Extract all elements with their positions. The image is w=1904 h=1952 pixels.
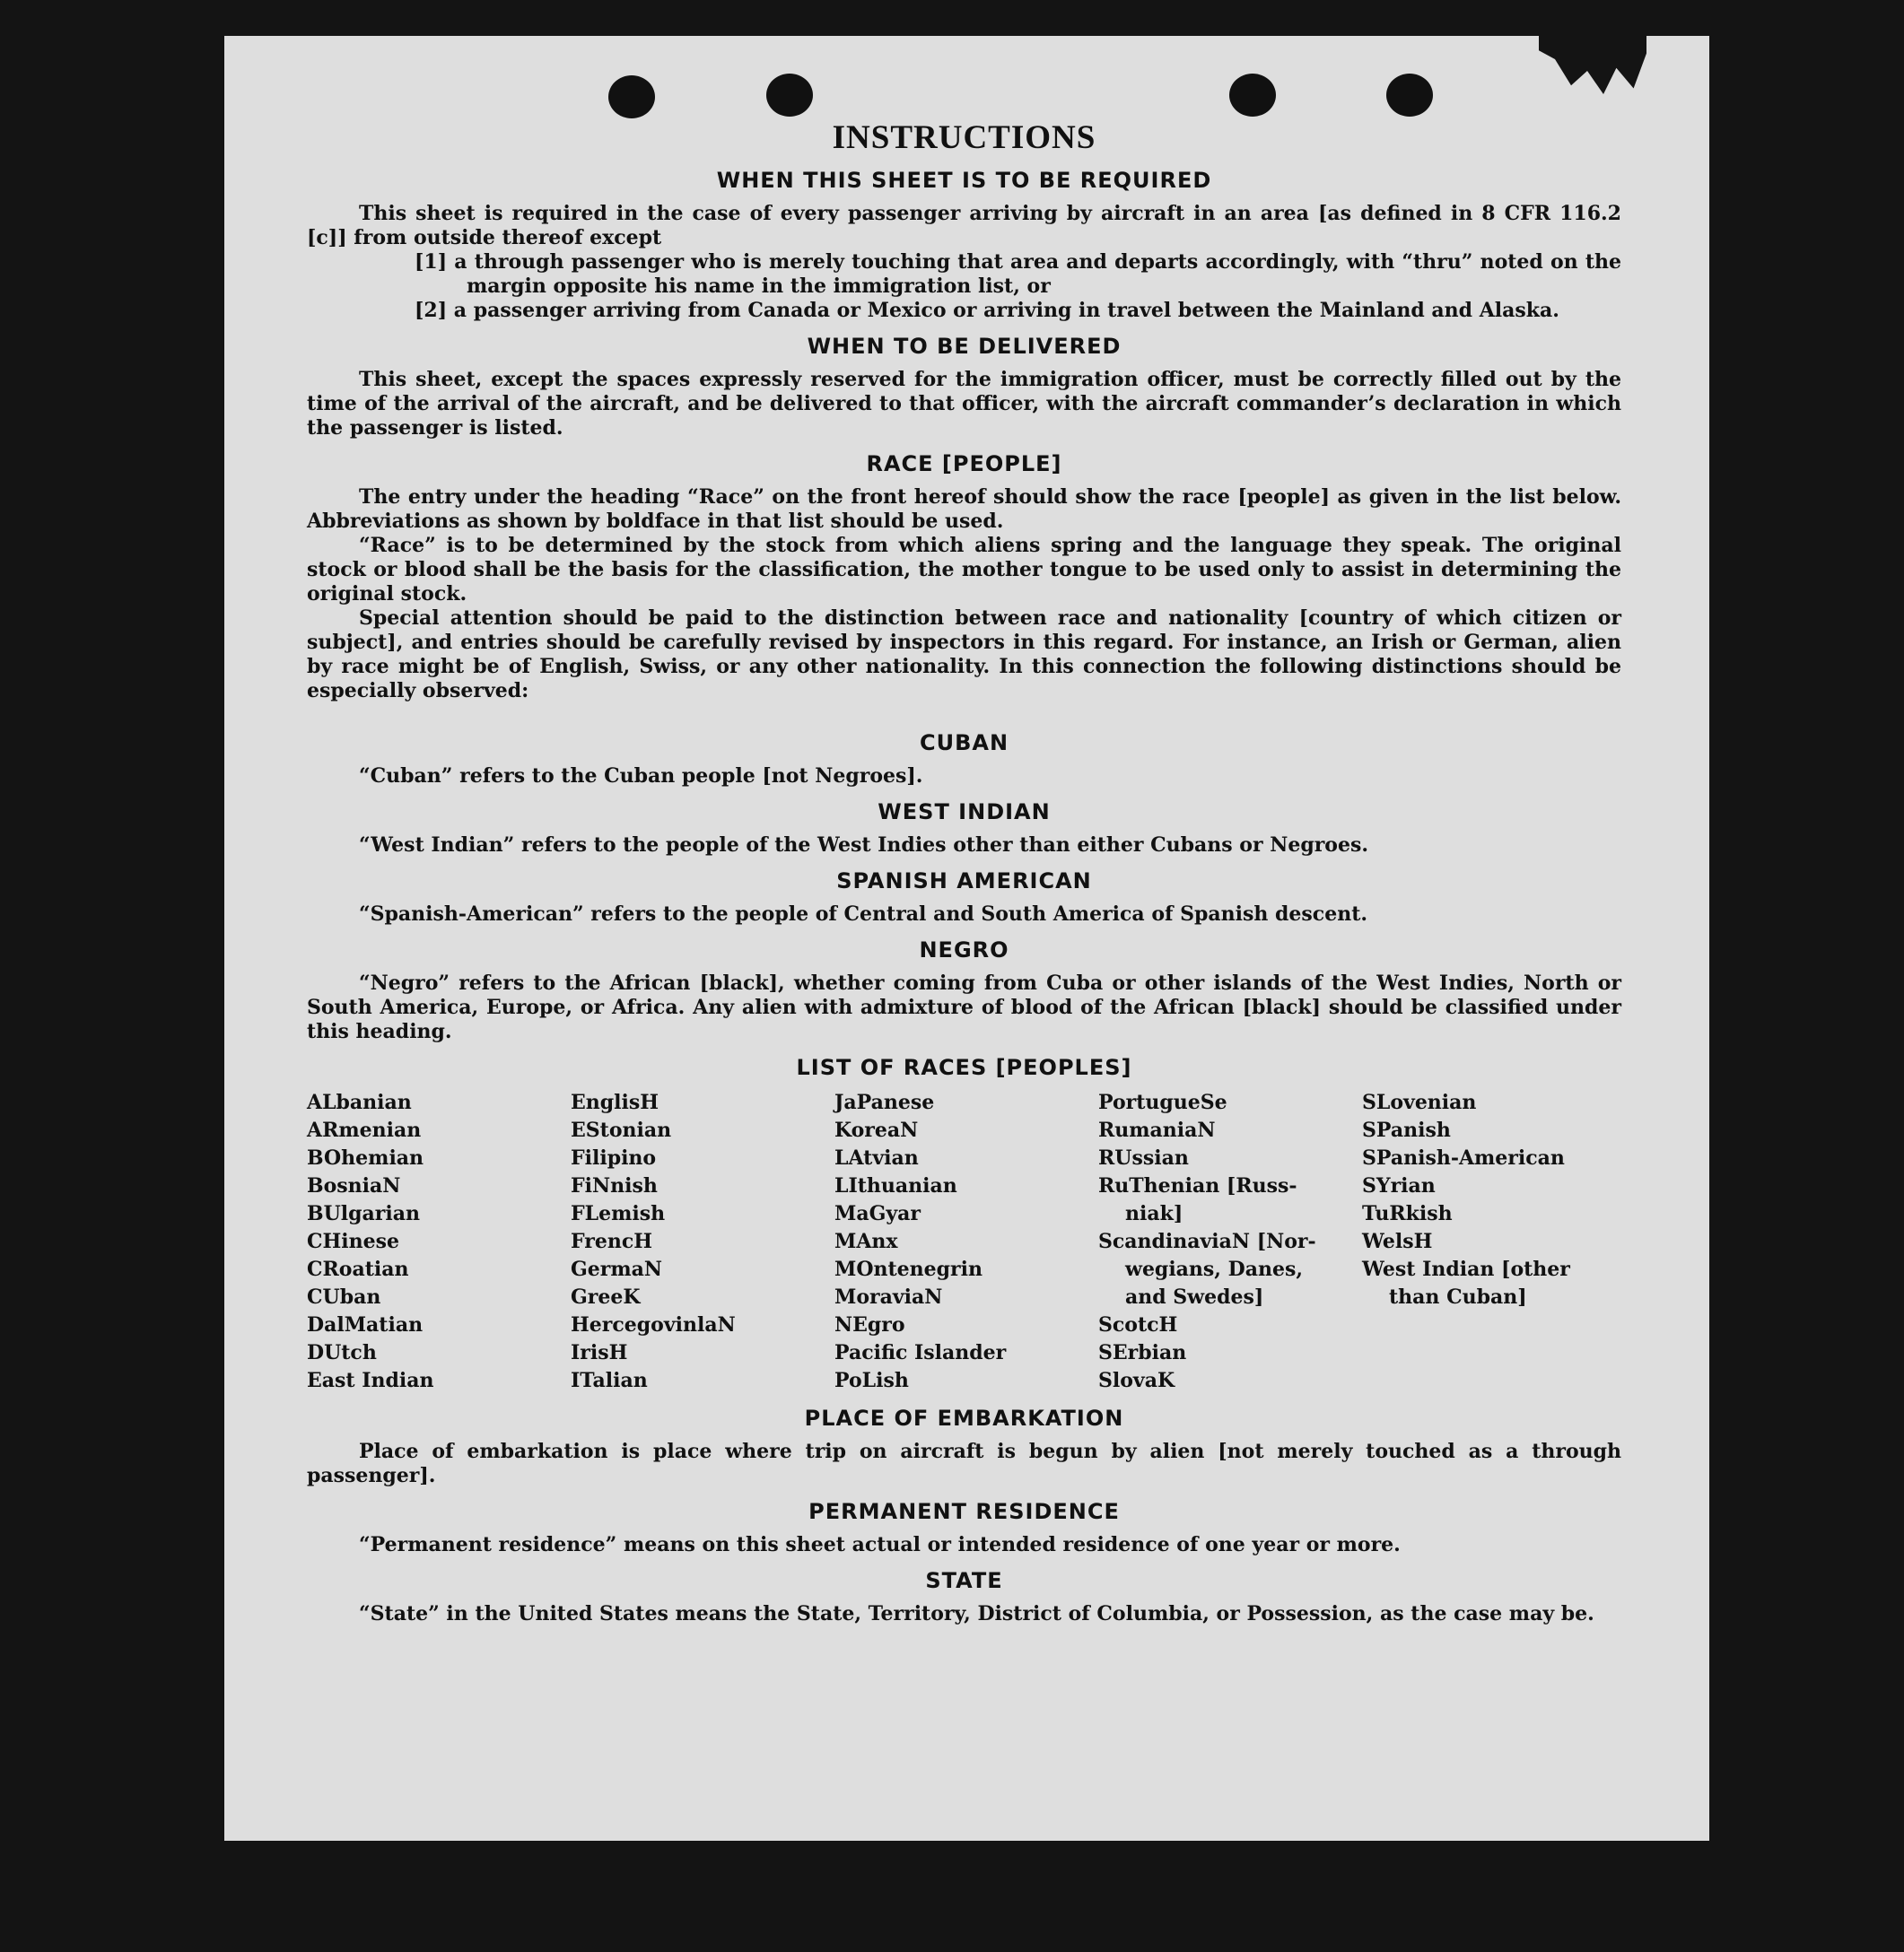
section-heading-spanish-american: SPANISH AMERICAN xyxy=(836,868,1092,893)
section-heading-negro: NEGRO xyxy=(919,937,1009,963)
west-indian-text: “West Indian” refers to the people of the West Indies other than either Cubans or Negroes. xyxy=(359,833,1369,857)
race-item: ALbanian xyxy=(307,1091,412,1114)
race-item: FLemish xyxy=(571,1202,666,1225)
race-item: ScotcH xyxy=(1098,1313,1178,1337)
required-exception-1: [1] a through passenger who is merely touching that area and departs accordingly, with “thru” noted on the margin opposite his name in the immigration list, or xyxy=(415,250,1621,298)
cuban-text: “Cuban” refers to the Cuban people [not Negroes]. xyxy=(359,764,923,788)
section-heading-cuban: CUBAN xyxy=(919,730,1009,755)
spanish-american-text: “Spanish-American” refers to the people of Central and South America of Spanish descent. xyxy=(359,902,1368,926)
page-title: INSTRUCTIONS xyxy=(832,119,1096,156)
punch-hole xyxy=(1386,74,1433,117)
race-item: BUlgarian xyxy=(307,1202,420,1225)
negro-text: “Negro” refers to the African [black], whether coming from Cuba or other islands of the West Indies, North or South America, Europe, or Africa. Any alien with admixture of blood of the African [black] should be classified under this heading. xyxy=(307,972,1621,1043)
race-item: GreeK xyxy=(571,1285,641,1309)
race-item: PoLish xyxy=(834,1369,909,1392)
race-item: NEgro xyxy=(834,1313,905,1337)
section-heading-race-list: LIST OF RACES [PEOPLES] xyxy=(796,1055,1132,1080)
race-paragraph-1: The entry under the heading “Race” on the front hereof should show the race [people] as given in the list below. Abbreviations as shown by boldface in that list should be used. xyxy=(307,485,1621,533)
required-exception-2: [2] a passenger arriving from Canada or Mexico or arriving in travel between the Mainland and Alaska. xyxy=(415,299,1559,322)
race-item: BOhemian xyxy=(307,1146,424,1170)
section-heading-embarkation: PLACE OF EMBARKATION xyxy=(804,1406,1124,1431)
race-item: Filipino xyxy=(571,1146,657,1170)
race-item: FiNnish xyxy=(571,1174,658,1198)
section-heading-required: WHEN THIS SHEET IS TO BE REQUIRED xyxy=(716,168,1212,193)
race-item: DalMatian xyxy=(307,1313,424,1337)
race-item: MOntenegrin xyxy=(834,1258,983,1281)
race-item: East Indian xyxy=(307,1369,434,1392)
section-heading-race: RACE [PEOPLE] xyxy=(866,451,1062,476)
race-item: ITalian xyxy=(571,1369,648,1392)
race-item: SErbian xyxy=(1098,1341,1187,1364)
race-item: WelsH xyxy=(1362,1230,1433,1253)
race-list-column-1 xyxy=(307,1089,571,1395)
delivered-text: This sheet, except the spaces expressly reserved for the immigration officer, must be correctly filled out by the time of the arrival of the aircraft, and be delivered to that officer, with the aircraft commander’s declaration in which the passenger is listed. xyxy=(307,368,1621,440)
section-heading-residence: PERMANENT RESIDENCE xyxy=(808,1499,1120,1524)
required-intro: This sheet is required in the case of every passenger arriving by aircraft in an area [as defined in 8 CFR 116.2 [c]] from outside thereof except xyxy=(307,202,1621,249)
punch-hole xyxy=(608,75,655,118)
section-heading-state: STATE xyxy=(925,1568,1003,1593)
race-list-column-5 xyxy=(1362,1089,1621,1395)
race-item: MaGyar xyxy=(834,1202,921,1225)
race-item: MoraviaN xyxy=(834,1285,943,1309)
race-item: CUban xyxy=(307,1285,381,1309)
state-text: “State” in the United States means the State, Territory, District of Columbia, or Possession, as the case may be. xyxy=(359,1602,1594,1625)
race-list-column-4 xyxy=(1098,1089,1362,1395)
race-item: RumaniaN xyxy=(1098,1119,1216,1142)
race-list-column-3 xyxy=(834,1089,1098,1395)
instructions-body xyxy=(307,118,1621,1626)
race-item: West Indian [other xyxy=(1362,1258,1570,1281)
race-item: HercegovinlaN xyxy=(571,1313,736,1337)
punch-hole xyxy=(1229,74,1276,117)
race-item: EStonian xyxy=(571,1119,672,1142)
race-item: LIthuanian xyxy=(834,1174,957,1198)
section-heading-delivered: WHEN TO BE DELIVERED xyxy=(807,334,1122,359)
race-item-continuation: than Cuban] xyxy=(1389,1285,1527,1309)
race-item: GermaN xyxy=(571,1258,663,1281)
embarkation-text: Place of embarkation is place where trip on aircraft is begun by alien [not merely touched as a through passenger]. xyxy=(307,1440,1621,1487)
race-item: CHinese xyxy=(307,1230,400,1253)
race-item: RuThenian [Russ- xyxy=(1098,1174,1297,1198)
torn-corner xyxy=(1539,36,1646,94)
race-item: LAtvian xyxy=(834,1146,919,1170)
document-page xyxy=(224,36,1709,1841)
race-paragraph-3: Special attention should be paid to the distinction between race and nationality [country of which citizen or subject], and entries should be carefully revised by inspectors in this regard. For instance, an Irish or German, alien by race might be of English, Swiss, or any other nationality. In this connection the following distinctions should be especially observed: xyxy=(307,606,1621,702)
race-item: KoreaN xyxy=(834,1119,919,1142)
residence-text: “Permanent residence” means on this sheet actual or intended residence of one year or more. xyxy=(359,1533,1401,1556)
race-item: JaPanese xyxy=(834,1091,935,1114)
race-item-continuation: wegians, Danes, xyxy=(1125,1258,1303,1281)
race-paragraph-2: “Race” is to be determined by the stock from which aliens spring and the language they speak. The original stock or blood shall be the basis for the classification, the mother tongue to be used only to assist in determining the original stock. xyxy=(307,534,1621,606)
race-item: BosniaN xyxy=(307,1174,401,1198)
race-item: IrisH xyxy=(571,1341,628,1364)
race-item: TuRkish xyxy=(1362,1202,1453,1225)
race-item: FrencH xyxy=(571,1230,652,1253)
race-item: Pacific Islander xyxy=(834,1341,1007,1364)
race-item: CRoatian xyxy=(307,1258,409,1281)
race-item-continuation: and Swedes] xyxy=(1125,1285,1264,1309)
race-item: SLovenian xyxy=(1362,1091,1477,1114)
race-item: DUtch xyxy=(307,1341,377,1364)
race-item: SPanish xyxy=(1362,1119,1451,1142)
race-item: SlovaK xyxy=(1098,1369,1175,1392)
race-list xyxy=(307,1089,1621,1395)
race-item: SYrian xyxy=(1362,1174,1436,1198)
race-item: EnglisH xyxy=(571,1091,659,1114)
section-heading-west-indian: WEST INDIAN xyxy=(878,799,1051,824)
race-item: MAnx xyxy=(834,1230,898,1253)
punch-hole xyxy=(766,74,813,117)
race-item: PortugueSe xyxy=(1098,1091,1227,1114)
race-item: ARmenian xyxy=(307,1119,422,1142)
race-item: RUssian xyxy=(1098,1146,1189,1170)
race-item: ScandinaviaN [Nor- xyxy=(1098,1230,1316,1253)
race-item-continuation: niak] xyxy=(1125,1202,1183,1225)
race-list-column-2 xyxy=(571,1089,834,1395)
race-item: SPanish-American xyxy=(1362,1146,1565,1170)
